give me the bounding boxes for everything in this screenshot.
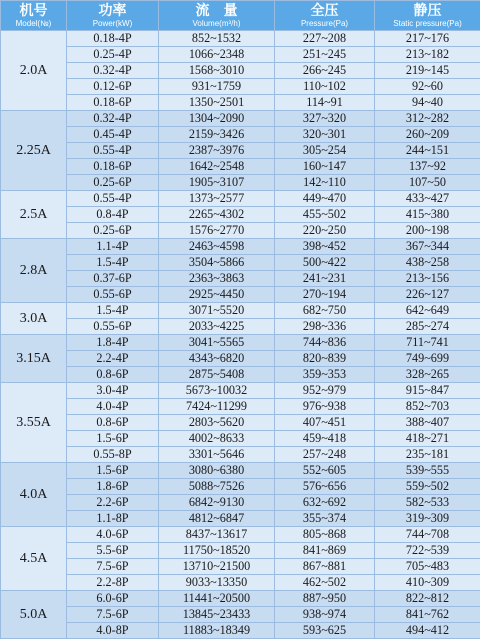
pressure-cell: 355~374 <box>275 511 375 527</box>
static-pressure-cell: 494~412 <box>375 623 480 639</box>
table-row <box>1 79 480 95</box>
pressure-cell: 320~301 <box>275 127 375 143</box>
volume-cell: 2875~5408 <box>159 367 275 383</box>
power-cell: 0.25-6P <box>67 175 159 191</box>
volume-cell: 2925~4450 <box>159 287 275 303</box>
table-row <box>1 159 480 175</box>
table-row <box>1 607 480 623</box>
static-pressure-cell: 705~483 <box>375 559 480 575</box>
pressure-cell: 142~110 <box>275 175 375 191</box>
power-cell: 1.5-4P <box>67 303 159 319</box>
power-cell: 0.55-6P <box>67 287 159 303</box>
volume-cell: 5673~10032 <box>159 383 275 399</box>
table-row <box>1 191 480 207</box>
static-pressure-cell: 388~407 <box>375 415 480 431</box>
model-cell: 5.0A <box>1 591 67 639</box>
static-pressure-cell: 244~151 <box>375 143 480 159</box>
model-cell: 3.0A <box>1 303 67 335</box>
static-pressure-cell: 722~539 <box>375 543 480 559</box>
pressure-cell: 266~245 <box>275 63 375 79</box>
table-row <box>1 383 480 399</box>
static-pressure-cell: 822~812 <box>375 591 480 607</box>
table-header <box>1 1 480 31</box>
table-row <box>1 287 480 303</box>
table-row <box>1 591 480 607</box>
volume-cell: 2265~4302 <box>159 207 275 223</box>
static-pressure-cell: 711~741 <box>375 335 480 351</box>
static-pressure-cell: 433~427 <box>375 191 480 207</box>
static-pressure-cell: 367~344 <box>375 239 480 255</box>
static-pressure-cell: 642~649 <box>375 303 480 319</box>
table-body <box>1 31 480 639</box>
model-cell: 2.8A <box>1 239 67 303</box>
volume-cell: 5088~7526 <box>159 479 275 495</box>
table-row <box>1 559 480 575</box>
power-cell: 1.8-4P <box>67 335 159 351</box>
table-row <box>1 623 480 639</box>
model-cell: 2.25A <box>1 111 67 191</box>
pressure-cell: 160~147 <box>275 159 375 175</box>
pressure-cell: 407~451 <box>275 415 375 431</box>
table-row <box>1 335 480 351</box>
volume-cell: 7424~11299 <box>159 399 275 415</box>
table-row <box>1 31 480 47</box>
pressure-cell: 220~250 <box>275 223 375 239</box>
pressure-cell: 459~418 <box>275 431 375 447</box>
power-cell: 0.25-6P <box>67 223 159 239</box>
pressure-cell: 976~938 <box>275 399 375 415</box>
pressure-cell: 270~194 <box>275 287 375 303</box>
power-cell: 0.55-8P <box>67 447 159 463</box>
table-row <box>1 367 480 383</box>
power-cell: 0.18-6P <box>67 95 159 111</box>
pressure-cell: 305~254 <box>275 143 375 159</box>
static-pressure-cell: 213~182 <box>375 47 480 63</box>
static-pressure-cell: 915~847 <box>375 383 480 399</box>
static-pressure-cell: 328~265 <box>375 367 480 383</box>
volume-column-header: 流 量 Volume(m³/h) <box>159 1 275 31</box>
power-cell: 4.0-6P <box>67 527 159 543</box>
volume-cell: 6842~9130 <box>159 495 275 511</box>
volume-cell: 1304~2090 <box>159 111 275 127</box>
volume-cell: 852~1532 <box>159 31 275 47</box>
pressure-cell: 110~102 <box>275 79 375 95</box>
volume-cell: 4002~8633 <box>159 431 275 447</box>
power-cell: 0.25-4P <box>67 47 159 63</box>
power-column-header: 功率 Power(kW) <box>67 1 159 31</box>
power-cell: 1.1-8P <box>67 511 159 527</box>
pressure-cell: 805~868 <box>275 527 375 543</box>
table-row <box>1 207 480 223</box>
pressure-cell: 327~320 <box>275 111 375 127</box>
power-cell: 0.32-4P <box>67 111 159 127</box>
static-pressure-column-header: 静压 Static pressure(Pa) <box>375 1 480 31</box>
model-cell: 2.5A <box>1 191 67 239</box>
table-row <box>1 303 480 319</box>
pressure-cell: 449~470 <box>275 191 375 207</box>
pressure-cell: 552~605 <box>275 463 375 479</box>
table-row <box>1 399 480 415</box>
pressure-cell: 298~336 <box>275 319 375 335</box>
pressure-cell: 455~502 <box>275 207 375 223</box>
volume-cell: 2159~3426 <box>159 127 275 143</box>
power-cell: 0.55-4P <box>67 143 159 159</box>
table-row <box>1 175 480 191</box>
power-cell: 4.0-4P <box>67 399 159 415</box>
static-pressure-cell: 285~274 <box>375 319 480 335</box>
volume-cell: 4343~6820 <box>159 351 275 367</box>
power-cell: 0.8-4P <box>67 207 159 223</box>
pressure-cell: 500~422 <box>275 255 375 271</box>
table-row <box>1 415 480 431</box>
static-pressure-cell: 92~60 <box>375 79 480 95</box>
table-row <box>1 111 480 127</box>
pressure-cell: 952~979 <box>275 383 375 399</box>
power-cell: 0.55-4P <box>67 191 159 207</box>
model-column-header: 机号 Model(№) <box>1 1 67 31</box>
table-row <box>1 575 480 591</box>
static-pressure-cell: 744~708 <box>375 527 480 543</box>
power-cell: 7.5-6P <box>67 559 159 575</box>
table-row <box>1 319 480 335</box>
static-pressure-cell: 107~50 <box>375 175 480 191</box>
power-cell: 0.12-6P <box>67 79 159 95</box>
static-pressure-cell: 438~258 <box>375 255 480 271</box>
volume-cell: 8437~13617 <box>159 527 275 543</box>
table-row <box>1 223 480 239</box>
pressure-cell: 820~839 <box>275 351 375 367</box>
static-pressure-cell: 559~502 <box>375 479 480 495</box>
table-row <box>1 63 480 79</box>
power-cell: 0.37-6P <box>67 271 159 287</box>
power-cell: 0.32-4P <box>67 63 159 79</box>
volume-cell: 1373~2577 <box>159 191 275 207</box>
model-cell: 4.0A <box>1 463 67 527</box>
power-cell: 0.55-6P <box>67 319 159 335</box>
static-pressure-cell: 226~127 <box>375 287 480 303</box>
power-cell: 0.18-4P <box>67 31 159 47</box>
power-cell: 1.5-6P <box>67 431 159 447</box>
pressure-cell: 744~836 <box>275 335 375 351</box>
volume-cell: 4812~6847 <box>159 511 275 527</box>
static-pressure-cell: 312~282 <box>375 111 480 127</box>
volume-cell: 2463~4598 <box>159 239 275 255</box>
volume-cell: 2363~3863 <box>159 271 275 287</box>
table-row <box>1 271 480 287</box>
power-cell: 2.2-6P <box>67 495 159 511</box>
volume-cell: 1350~2501 <box>159 95 275 111</box>
power-cell: 2.2-4P <box>67 351 159 367</box>
static-pressure-cell: 418~271 <box>375 431 480 447</box>
power-cell: 3.0-4P <box>67 383 159 399</box>
static-pressure-cell: 410~309 <box>375 575 480 591</box>
volume-cell: 13710~21500 <box>159 559 275 575</box>
volume-cell: 1066~2348 <box>159 47 275 63</box>
power-cell: 0.18-6P <box>67 159 159 175</box>
static-pressure-cell: 94~40 <box>375 95 480 111</box>
static-pressure-cell: 200~198 <box>375 223 480 239</box>
static-pressure-cell: 219~145 <box>375 63 480 79</box>
pressure-cell: 841~869 <box>275 543 375 559</box>
power-cell: 1.5-4P <box>67 255 159 271</box>
table-row <box>1 127 480 143</box>
table-row <box>1 95 480 111</box>
pressure-cell: 227~208 <box>275 31 375 47</box>
pressure-cell: 462~502 <box>275 575 375 591</box>
pressure-cell: 593~625 <box>275 623 375 639</box>
power-cell: 1.1-4P <box>67 239 159 255</box>
table-row <box>1 543 480 559</box>
volume-cell: 1576~2770 <box>159 223 275 239</box>
pressure-cell: 359~353 <box>275 367 375 383</box>
static-pressure-cell: 319~309 <box>375 511 480 527</box>
volume-cell: 2803~5620 <box>159 415 275 431</box>
pressure-cell: 887~950 <box>275 591 375 607</box>
pressure-cell: 251~245 <box>275 47 375 63</box>
volume-cell: 11441~20500 <box>159 591 275 607</box>
power-cell: 0.8-6P <box>67 415 159 431</box>
static-pressure-cell: 213~156 <box>375 271 480 287</box>
table-row <box>1 463 480 479</box>
power-cell: 0.45-4P <box>67 127 159 143</box>
pressure-cell: 241~231 <box>275 271 375 287</box>
power-cell: 7.5-6P <box>67 607 159 623</box>
volume-cell: 13845~23433 <box>159 607 275 623</box>
header-row <box>1 1 480 31</box>
volume-cell: 3301~5646 <box>159 447 275 463</box>
model-cell: 3.15A <box>1 335 67 383</box>
static-pressure-cell: 260~209 <box>375 127 480 143</box>
power-cell: 0.8-6P <box>67 367 159 383</box>
static-pressure-cell: 235~181 <box>375 447 480 463</box>
volume-cell: 931~1759 <box>159 79 275 95</box>
volume-cell: 11750~18520 <box>159 543 275 559</box>
volume-cell: 3071~5520 <box>159 303 275 319</box>
table-row <box>1 431 480 447</box>
pressure-cell: 632~692 <box>275 495 375 511</box>
volume-cell: 1568~3010 <box>159 63 275 79</box>
volume-cell: 3504~5866 <box>159 255 275 271</box>
table-row <box>1 143 480 159</box>
static-pressure-cell: 137~92 <box>375 159 480 175</box>
volume-cell: 1642~2548 <box>159 159 275 175</box>
model-cell: 2.0A <box>1 31 67 111</box>
table-row <box>1 447 480 463</box>
model-cell: 3.55A <box>1 383 67 463</box>
pressure-cell: 682~750 <box>275 303 375 319</box>
power-cell: 5.5-6P <box>67 543 159 559</box>
static-pressure-cell: 841~762 <box>375 607 480 623</box>
pressure-cell: 576~656 <box>275 479 375 495</box>
table-row <box>1 527 480 543</box>
pressure-cell: 114~91 <box>275 95 375 111</box>
static-pressure-cell: 852~703 <box>375 399 480 415</box>
power-cell: 2.2-8P <box>67 575 159 591</box>
static-pressure-cell: 582~533 <box>375 495 480 511</box>
volume-cell: 3041~5565 <box>159 335 275 351</box>
volume-cell: 2033~4225 <box>159 319 275 335</box>
static-pressure-cell: 415~380 <box>375 207 480 223</box>
volume-cell: 3080~6380 <box>159 463 275 479</box>
static-pressure-cell: 539~555 <box>375 463 480 479</box>
table-row <box>1 351 480 367</box>
table-row <box>1 255 480 271</box>
pressure-cell: 257~248 <box>275 447 375 463</box>
volume-cell: 11883~18349 <box>159 623 275 639</box>
power-cell: 6.0-6P <box>67 591 159 607</box>
pressure-cell: 938~974 <box>275 607 375 623</box>
static-pressure-cell: 217~176 <box>375 31 480 47</box>
pressure-cell: 867~881 <box>275 559 375 575</box>
table-row <box>1 511 480 527</box>
model-cell: 4.5A <box>1 527 67 591</box>
static-pressure-cell: 749~699 <box>375 351 480 367</box>
table-row <box>1 239 480 255</box>
power-cell: 1.8-6P <box>67 479 159 495</box>
pressure-column-header: 全压 Pressure(Pa) <box>275 1 375 31</box>
pressure-cell: 398~452 <box>275 239 375 255</box>
power-cell: 1.5-6P <box>67 463 159 479</box>
table-row <box>1 47 480 63</box>
volume-cell: 9033~13350 <box>159 575 275 591</box>
volume-cell: 1905~3107 <box>159 175 275 191</box>
power-cell: 4.0-8P <box>67 623 159 639</box>
volume-cell: 2387~3976 <box>159 143 275 159</box>
table-row <box>1 479 480 495</box>
table-row <box>1 495 480 511</box>
